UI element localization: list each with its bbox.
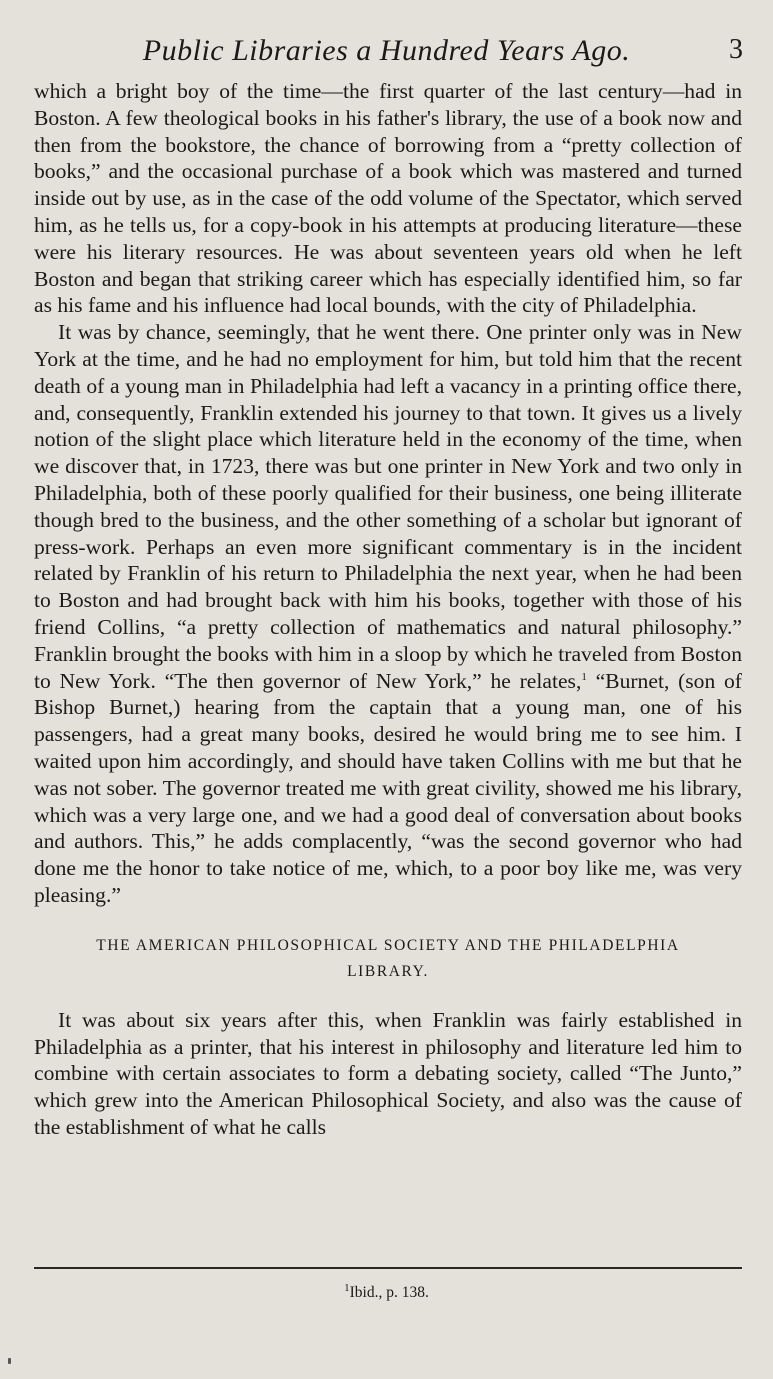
paragraph-3: It was about six years after this, when Franklin was fairly established in Philadelphia as a printer, that his interest in philosophy and literature led him to combine with certain associates to form a debating society, called “The Junto,” which grew into the American Philosophical Society, and also was the cause of the establishment of what he calls: [34, 1007, 742, 1139]
print-speck: [8, 1358, 11, 1364]
paragraph-2-text-b: “Burnet, (son of Bishop Burnet,) hearing from the captain that a young man, one of his passengers, had a great many books, desired he would bring me to see him. I waited upon him accordingly, and should have taken Collins with me but that he was not sober. The governor treated me with great civility, showed me his library, which was a very large one, and we had a good deal of conversation about books and authors. This,” he adds complacently, “was the second governor who had done me the honor to take notice of me, which, to a poor boy like me, was very pleasing.”: [34, 668, 742, 907]
footnote-rule: [34, 1267, 742, 1269]
footnote: [0, 1281, 773, 1302]
body-text: [34, 78, 742, 1141]
paragraph-2-text-a: It was by chance, seemingly, that he went there. One printer only was in New York at the time, and he had no employment for him, but told him that the recent death of a young man in Philadelphia had left a vacancy in a printing office there, and, consequently, Franklin extended his journey to that town. It gives us a lively notion of the slight place which literature held in the economy of the time, when we discover that, in 1723, there was but one printer in New York and two only in Philadelphia, both of these poorly qualified for their business, one being illiterate though bred to the business, and the other something of a scholar but ignorant of press-work. Perhaps an even more significant commentary is in the incident related by Franklin of his return to Philadelphia the next year, when he had been to Boston and had brought back with him his books, together with those of his friend Collins, “a pretty collection of mathematics and natural philosophy.” Franklin brought the books with him in a sloop by which he traveled from Boston to New York. “The then governor of New York,” he relates,: [34, 320, 742, 693]
footnote-reference: 1: [581, 670, 587, 683]
running-title: Public Libraries a Hundred Years Ago.: [142, 34, 631, 67]
running-head: [0, 34, 773, 74]
section-heading-line-1: THE AMERICAN PHILOSOPHICAL SOCIETY AND THE PHILADELPHIA: [96, 936, 680, 954]
paragraph-2: [34, 319, 742, 909]
footnote-text: Ibid., p. 138.: [349, 1284, 429, 1301]
footnote-mark: 1: [344, 1281, 350, 1294]
section-heading-line-2: LIBRARY.: [347, 962, 429, 980]
page-number: 3: [729, 34, 743, 65]
paragraph-1: which a bright boy of the time—the first quarter of the last century—had in Boston. A few theological books in his father's library, the use of a book now and then from the bookstore, the chance of borrowing from a “pretty collection of books,” and the occasional purchase of a book which was mastered and turned inside out by use, as in the case of the odd volume of the Spectator, which served him, as he tells us, for a copy-book in his attempts at producing literature—these were his literary resources. He was about seventeen years old when he left Boston and began that striking career which has especially identified him, so far as his fame and his influence had local bounds, with the city of Philadelphia.: [34, 79, 742, 318]
section-heading: [34, 933, 742, 985]
